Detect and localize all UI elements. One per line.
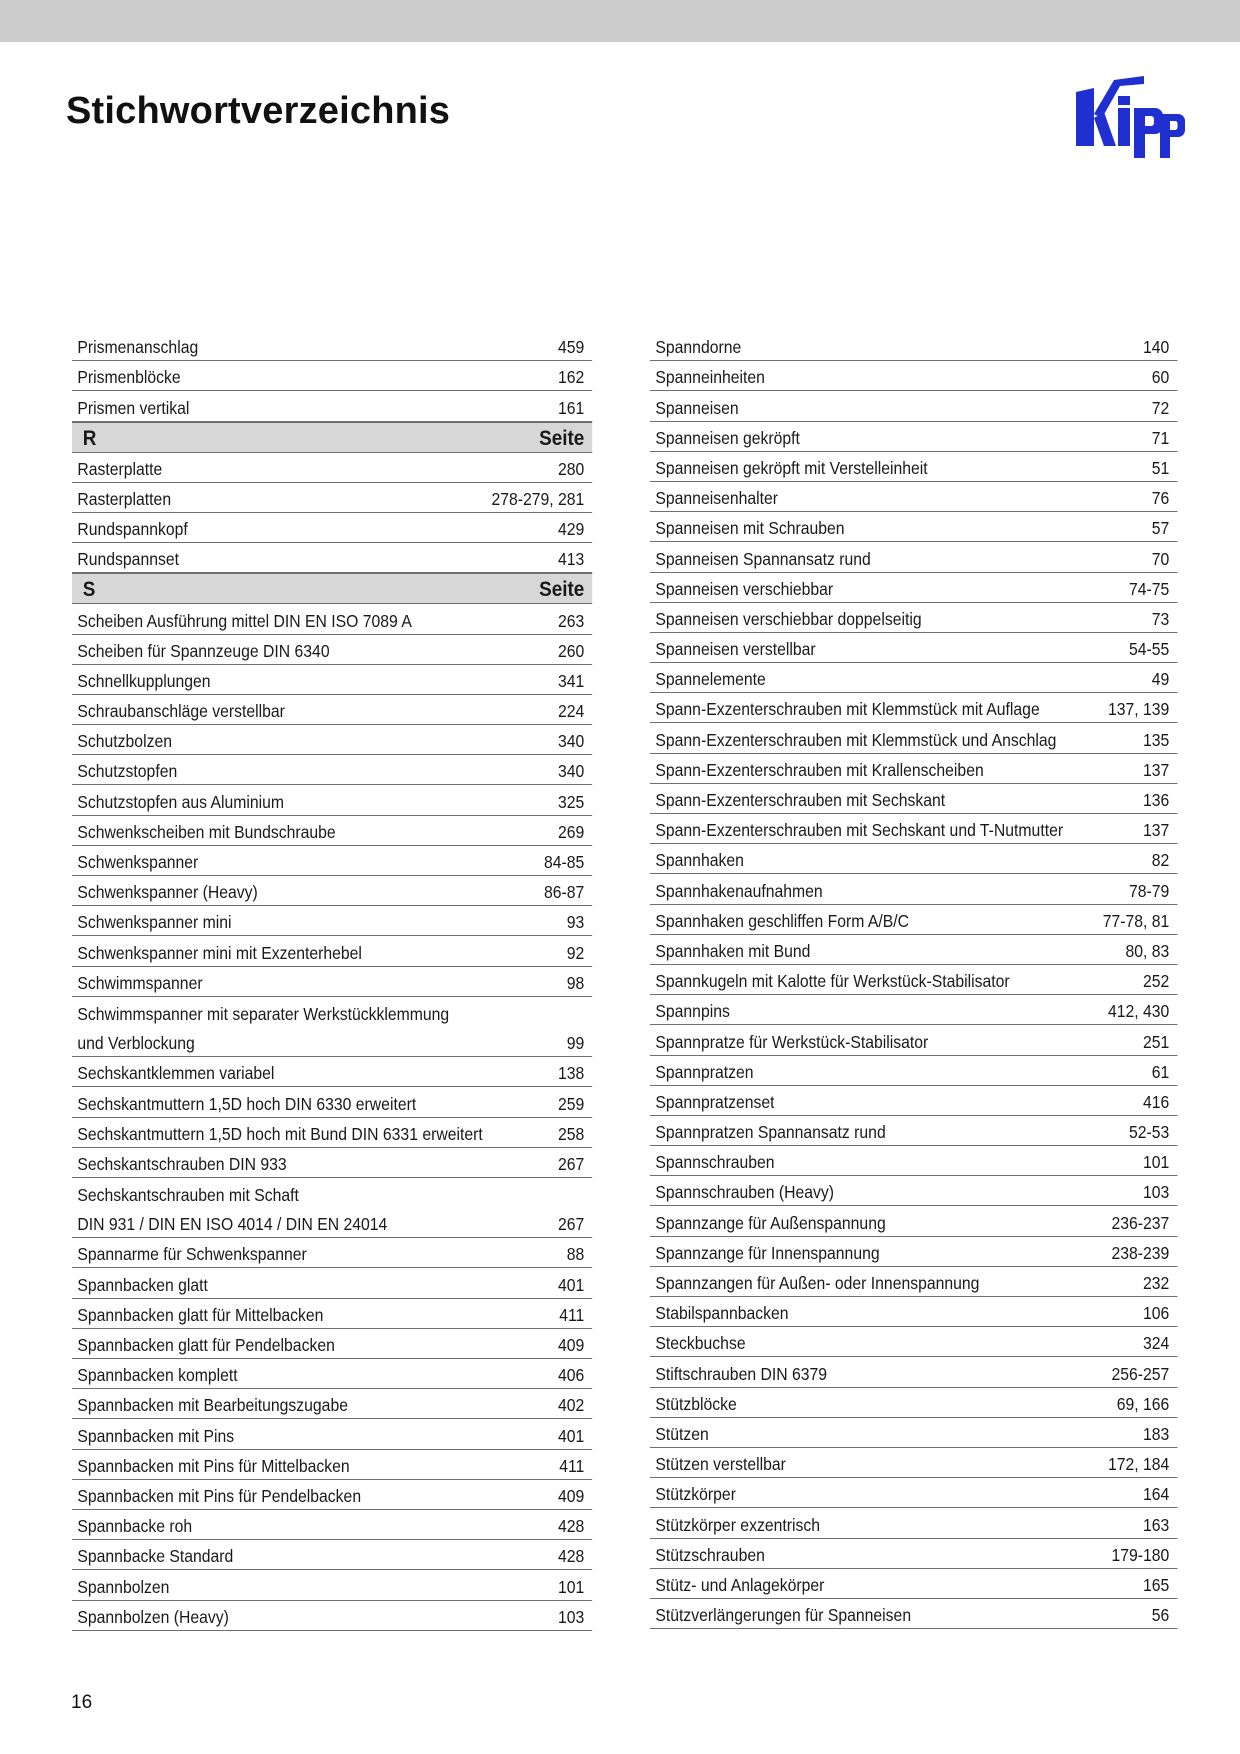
index-term: Spanneisen Spannansatz rund xyxy=(655,548,871,569)
index-page: 179-180 xyxy=(1111,1544,1170,1565)
index-term: Spannbacken glatt xyxy=(77,1274,208,1295)
index-term: Spannarme für Schwenkspanner xyxy=(77,1244,307,1265)
index-page: 106 xyxy=(1143,1303,1170,1324)
index-term: Spanneisen verstellbar xyxy=(655,639,816,660)
index-term: Rasterplatte xyxy=(77,458,163,479)
index-page: 61 xyxy=(1151,1061,1170,1082)
index-page: 70 xyxy=(1151,548,1170,569)
index-page: 137 xyxy=(1143,759,1170,780)
index-row xyxy=(72,785,592,815)
index-term: Stabilspannbacken xyxy=(655,1303,789,1324)
index-term: Spannzange für Innenspannung xyxy=(655,1242,880,1263)
index-page: 416 xyxy=(1143,1091,1170,1112)
index-term: Spanneisen verschiebbar doppelseitig xyxy=(655,608,922,629)
index-term: Spanneisen gekröpft xyxy=(655,427,800,448)
index-page: 86-87 xyxy=(544,882,585,903)
index-term: Schwimmspanner mit separater Werkstückklemmung xyxy=(77,1003,450,1024)
index-row xyxy=(72,1238,592,1268)
index-page: 260 xyxy=(558,640,585,661)
index-page: 101 xyxy=(558,1576,585,1597)
index-row xyxy=(72,391,592,421)
index-term: Schnellkupplungen xyxy=(77,670,211,691)
index-page: 88 xyxy=(566,1244,585,1265)
index-row xyxy=(72,1450,592,1480)
index-row xyxy=(72,997,592,1027)
index-page: 409 xyxy=(558,1335,585,1355)
index-term: Stützschrauben xyxy=(655,1544,765,1565)
index-term: Schraubanschläge verstellbar xyxy=(77,701,285,722)
index-row xyxy=(650,391,1177,421)
index-row xyxy=(72,1601,592,1631)
index-row xyxy=(72,967,592,997)
index-page: 57 xyxy=(1151,518,1170,539)
index-term: Spannpratzen xyxy=(655,1061,754,1082)
index-row xyxy=(72,331,592,361)
index-page: 164 xyxy=(1143,1484,1170,1505)
index-term: Spann-Exzenterschrauben mit Klemmstück und Anschlag xyxy=(655,729,1057,750)
index-row xyxy=(72,483,592,513)
index-row xyxy=(650,1539,1177,1569)
index-page: 54-55 xyxy=(1129,639,1170,660)
kipp-logo xyxy=(1072,74,1187,160)
index-row xyxy=(650,1237,1177,1267)
index-term: Sechskantmuttern 1,5D hoch mit Bund DIN 6331 erweitert xyxy=(77,1123,483,1144)
index-row xyxy=(72,513,592,543)
index-row xyxy=(650,1206,1177,1236)
index-term: Schwenkspanner xyxy=(77,852,199,872)
index-row xyxy=(72,1510,592,1540)
index-row xyxy=(72,816,592,846)
index-page: 340 xyxy=(558,761,585,782)
index-term: Spannbacken glatt für Mittelbacken xyxy=(77,1304,324,1325)
index-row xyxy=(650,603,1177,633)
index-page: 256-257 xyxy=(1111,1363,1170,1384)
index-term: Scheiben Ausführung mittel DIN EN ISO 7089 A xyxy=(77,610,412,631)
index-term: Stützblöcke xyxy=(655,1393,737,1414)
index-page: 103 xyxy=(558,1606,585,1627)
index-row xyxy=(650,422,1177,452)
index-page: 172, 184 xyxy=(1108,1454,1170,1475)
index-page: 162 xyxy=(558,367,585,388)
index-term: Spannzangen für Außen- oder Innenspannung xyxy=(655,1273,980,1293)
index-row xyxy=(650,1478,1177,1508)
index-row xyxy=(650,1599,1177,1629)
index-row xyxy=(650,482,1177,512)
index-term: Schwenkscheiben mit Bundschraube xyxy=(77,821,336,842)
index-term: Schwenkspanner mini mit Exzenterhebel xyxy=(77,942,362,963)
index-row xyxy=(650,693,1177,723)
index-page: 258 xyxy=(558,1123,585,1144)
index-page: 84-85 xyxy=(544,852,585,872)
index-row xyxy=(72,1118,592,1148)
index-term: Spannbacke Standard xyxy=(77,1546,234,1567)
index-term: Spanneisen gekröpft mit Verstelleinheit xyxy=(655,457,928,478)
index-row xyxy=(72,876,592,906)
index-term: und Verblockung xyxy=(77,1033,195,1054)
index-term: Rasterplatten xyxy=(77,488,172,509)
index-term: Sechskantschrauben DIN 933 xyxy=(77,1153,287,1174)
index-term: Sechskantklemmen variabel xyxy=(77,1063,275,1084)
index-term: Sechskantmuttern 1,5D hoch DIN 6330 erweitert xyxy=(77,1093,417,1114)
index-row xyxy=(650,1297,1177,1327)
index-page: 73 xyxy=(1151,608,1170,629)
index-term: Spannzange für Außenspannung xyxy=(655,1212,886,1233)
index-page: 51 xyxy=(1151,457,1170,478)
index-row xyxy=(72,906,592,936)
index-page: 136 xyxy=(1143,790,1170,810)
index-row xyxy=(650,1418,1177,1448)
page-column-label: Seite xyxy=(539,426,585,450)
index-term: Spanneisen verschiebbar xyxy=(655,578,834,599)
index-row xyxy=(72,695,592,725)
index-row xyxy=(72,846,592,876)
index-term: Spannhaken geschliffen Form A/B/C xyxy=(655,910,910,931)
index-page: 98 xyxy=(566,972,585,993)
index-page: 413 xyxy=(558,549,585,570)
index-page: 459 xyxy=(558,337,585,358)
index-page: 49 xyxy=(1151,669,1170,690)
index-row xyxy=(72,1570,592,1600)
index-row xyxy=(650,754,1177,784)
index-page: 138 xyxy=(558,1063,585,1084)
page-number: 16 xyxy=(71,1692,93,1713)
index-row xyxy=(650,663,1177,693)
index-term: Spannkugeln mit Kalotte für Werkstück-Stabilisator xyxy=(655,971,1010,992)
index-term: Stütz- und Anlagekörper xyxy=(655,1574,825,1595)
index-term: Rundspannset xyxy=(77,549,179,570)
page-title: Stichwortverzeichnis xyxy=(66,90,451,132)
index-row xyxy=(72,604,592,634)
index-page: 78-79 xyxy=(1129,880,1170,901)
index-page: 428 xyxy=(558,1546,585,1567)
index-term: Spann-Exzenterschrauben mit Sechskant und T-Nutmutter xyxy=(655,820,1064,841)
index-term: Spannbacken mit Bearbeitungszugabe xyxy=(77,1395,348,1416)
index-page: 76 xyxy=(1151,488,1170,509)
index-row xyxy=(72,755,592,785)
index-page: 161 xyxy=(558,397,585,418)
index-page: 140 xyxy=(1143,337,1170,358)
index-page: 135 xyxy=(1143,729,1170,750)
index-page: 101 xyxy=(1143,1152,1170,1173)
index-page: 340 xyxy=(558,731,585,752)
index-term: Stützkörper exzentrisch xyxy=(655,1514,820,1535)
index-term: Spannbacken mit Pins xyxy=(77,1425,235,1446)
index-row xyxy=(650,633,1177,663)
index-page: 103 xyxy=(1143,1182,1170,1203)
index-row xyxy=(72,1359,592,1389)
index-term: Prismenanschlag xyxy=(77,337,199,358)
index-row xyxy=(650,512,1177,542)
index-row xyxy=(650,1357,1177,1387)
index-row xyxy=(72,1087,592,1117)
index-page: 280 xyxy=(558,458,585,479)
index-row xyxy=(72,936,592,966)
index-page: 278-279, 281 xyxy=(491,488,585,509)
index-page: 252 xyxy=(1143,971,1170,992)
index-term: Spannpratze für Werkstück-Stabilisator xyxy=(655,1031,929,1052)
index-term: Scheiben für Spannzeuge DIN 6340 xyxy=(77,640,330,661)
section-header xyxy=(72,422,592,453)
index-page: 92 xyxy=(566,942,585,963)
index-term: Prismen vertikal xyxy=(77,397,190,418)
index-row xyxy=(650,331,1177,361)
index-row xyxy=(650,905,1177,935)
index-term: Spannbacke roh xyxy=(77,1516,193,1537)
index-row xyxy=(650,1267,1177,1297)
index-page: 232 xyxy=(1143,1273,1170,1293)
index-row xyxy=(650,814,1177,844)
index-page: 238-239 xyxy=(1111,1242,1170,1263)
index-page: 409 xyxy=(558,1485,585,1506)
index-page: 163 xyxy=(1143,1514,1170,1535)
index-term: DIN 931 / DIN EN ISO 4014 / DIN EN 24014 xyxy=(77,1214,388,1235)
index-row xyxy=(72,1389,592,1419)
index-row xyxy=(650,935,1177,965)
index-term: Spannbolzen (Heavy) xyxy=(77,1606,229,1627)
index-page: 411 xyxy=(559,1304,585,1325)
index-page: 137, 139 xyxy=(1108,699,1170,720)
index-page: 259 xyxy=(558,1093,585,1114)
index-term: Schwenkspanner mini xyxy=(77,912,232,933)
index-term: Spannelemente xyxy=(655,669,766,690)
index-row xyxy=(650,1116,1177,1146)
index-page: 74-75 xyxy=(1129,578,1170,599)
index-page: 325 xyxy=(558,791,585,812)
index-row xyxy=(72,1027,592,1057)
index-term: Sechskantschrauben mit Schaft xyxy=(77,1185,299,1206)
index-term: Stützen verstellbar xyxy=(655,1454,786,1475)
index-row xyxy=(72,453,592,483)
index-term: Spanndorne xyxy=(655,337,742,358)
index-page: 402 xyxy=(558,1395,585,1416)
index-row xyxy=(650,1448,1177,1478)
index-term: Schutzbolzen xyxy=(77,731,172,752)
index-page: 99 xyxy=(566,1033,585,1054)
index-page: 267 xyxy=(558,1214,585,1235)
index-term: Spannschrauben xyxy=(655,1152,775,1173)
index-term: Spannpins xyxy=(655,1001,730,1022)
index-row xyxy=(650,542,1177,572)
index-row xyxy=(650,361,1177,391)
index-term: Spannbacken mit Pins für Pendelbacken xyxy=(77,1485,362,1506)
index-row xyxy=(650,1176,1177,1206)
index-term: Schutzstopfen xyxy=(77,761,178,782)
index-page: 52-53 xyxy=(1129,1122,1170,1143)
index-row xyxy=(72,543,592,573)
index-row xyxy=(650,723,1177,753)
page-column-label: Seite xyxy=(539,578,585,602)
index-page: 267 xyxy=(558,1153,585,1174)
index-row xyxy=(72,1208,592,1238)
section-letter: S xyxy=(82,580,96,601)
index-page: 412, 430 xyxy=(1108,1001,1170,1022)
index-row xyxy=(72,1480,592,1510)
index-page: 263 xyxy=(558,610,585,631)
index-page: 80, 83 xyxy=(1125,940,1170,961)
index-row xyxy=(650,995,1177,1025)
index-term: Spannbolzen xyxy=(77,1576,170,1597)
index-page: 411 xyxy=(559,1455,585,1476)
index-page: 69, 166 xyxy=(1116,1393,1170,1414)
index-term: Spannhaken xyxy=(655,850,744,871)
index-term: Schutzstopfen aus Aluminium xyxy=(77,791,285,812)
index-row xyxy=(72,635,592,665)
index-page: 224 xyxy=(558,701,585,722)
index-page: 406 xyxy=(558,1365,585,1386)
index-page: 93 xyxy=(566,912,585,933)
index-column-right xyxy=(650,331,1177,1629)
index-row xyxy=(72,1540,592,1570)
index-row xyxy=(650,1508,1177,1538)
index-page: 60 xyxy=(1151,367,1170,388)
index-term: Spannbacken glatt für Pendelbacken xyxy=(77,1335,335,1355)
index-term: Spann-Exzenterschrauben mit Sechskant xyxy=(655,790,946,810)
index-term: Prismenblöcke xyxy=(77,367,181,388)
index-page: 324 xyxy=(1143,1333,1170,1354)
index-page: 165 xyxy=(1143,1574,1170,1595)
index-term: Spann-Exzenterschrauben mit Klemmstück mit Auflage xyxy=(655,699,1040,720)
index-row xyxy=(650,1146,1177,1176)
index-row xyxy=(650,452,1177,482)
index-term: Spanneisen mit Schrauben xyxy=(655,518,845,539)
index-row xyxy=(650,1086,1177,1116)
index-term: Stützverlängerungen für Spanneisen xyxy=(655,1605,912,1626)
index-row xyxy=(650,1025,1177,1055)
index-page: 401 xyxy=(558,1274,585,1295)
index-page: 429 xyxy=(558,519,585,540)
index-page: 71 xyxy=(1151,427,1170,448)
index-row xyxy=(72,1178,592,1208)
index-row xyxy=(72,1148,592,1178)
index-row xyxy=(72,1419,592,1449)
index-page: 82 xyxy=(1151,850,1170,871)
index-term: Spannpratzenset xyxy=(655,1091,775,1112)
index-row xyxy=(650,965,1177,995)
index-page: 72 xyxy=(1151,397,1170,418)
index-page: 236-237 xyxy=(1111,1212,1170,1233)
index-row xyxy=(650,784,1177,814)
index-row xyxy=(72,361,592,391)
index-row xyxy=(650,1388,1177,1418)
index-page: 428 xyxy=(558,1516,585,1537)
index-term: Stiftschrauben DIN 6379 xyxy=(655,1363,828,1384)
index-term: Rundspannkopf xyxy=(77,519,188,540)
index-page: 269 xyxy=(558,821,585,842)
index-term: Spanneinheiten xyxy=(655,367,765,388)
index-term: Schwimmspanner xyxy=(77,972,203,993)
index-row xyxy=(72,725,592,755)
section-header xyxy=(72,573,592,604)
index-term: Spanneisen xyxy=(655,397,739,418)
index-page: 341 xyxy=(558,670,585,691)
index-row xyxy=(72,1329,592,1359)
index-term: Spannschrauben (Heavy) xyxy=(655,1182,835,1203)
index-term: Spannbacken mit Pins für Mittelbacken xyxy=(77,1455,350,1476)
index-term: Spanneisenhalter xyxy=(655,488,778,509)
index-term: Spannbacken komplett xyxy=(77,1365,238,1386)
index-row xyxy=(72,1299,592,1329)
index-column-left xyxy=(72,331,592,1631)
top-band xyxy=(0,0,1240,42)
section-letter: R xyxy=(82,428,97,449)
index-page: 77-78, 81 xyxy=(1102,910,1170,931)
index-row xyxy=(650,1569,1177,1599)
index-term: Schwenkspanner (Heavy) xyxy=(77,882,258,903)
index-row xyxy=(650,1056,1177,1086)
index-row xyxy=(650,874,1177,904)
index-term: Stützkörper xyxy=(655,1484,736,1505)
index-row xyxy=(72,1057,592,1087)
index-term: Spannpratzen Spannansatz rund xyxy=(655,1122,886,1143)
index-term: Spannhaken mit Bund xyxy=(655,940,811,961)
index-row xyxy=(72,1268,592,1298)
index-page: 251 xyxy=(1143,1031,1170,1052)
index-row xyxy=(650,844,1177,874)
index-row xyxy=(650,573,1177,603)
index-row xyxy=(650,1327,1177,1357)
index-term: Stützen xyxy=(655,1423,709,1444)
index-page: 56 xyxy=(1151,1605,1170,1626)
index-row xyxy=(72,665,592,695)
index-term: Spann-Exzenterschrauben mit Krallenscheiben xyxy=(655,759,984,780)
index-page: 401 xyxy=(558,1425,585,1446)
index-page: 183 xyxy=(1143,1423,1170,1444)
index-term: Steckbuchse xyxy=(655,1333,746,1354)
index-page: 137 xyxy=(1143,820,1170,841)
index-term: Spannhakenaufnahmen xyxy=(655,880,823,901)
